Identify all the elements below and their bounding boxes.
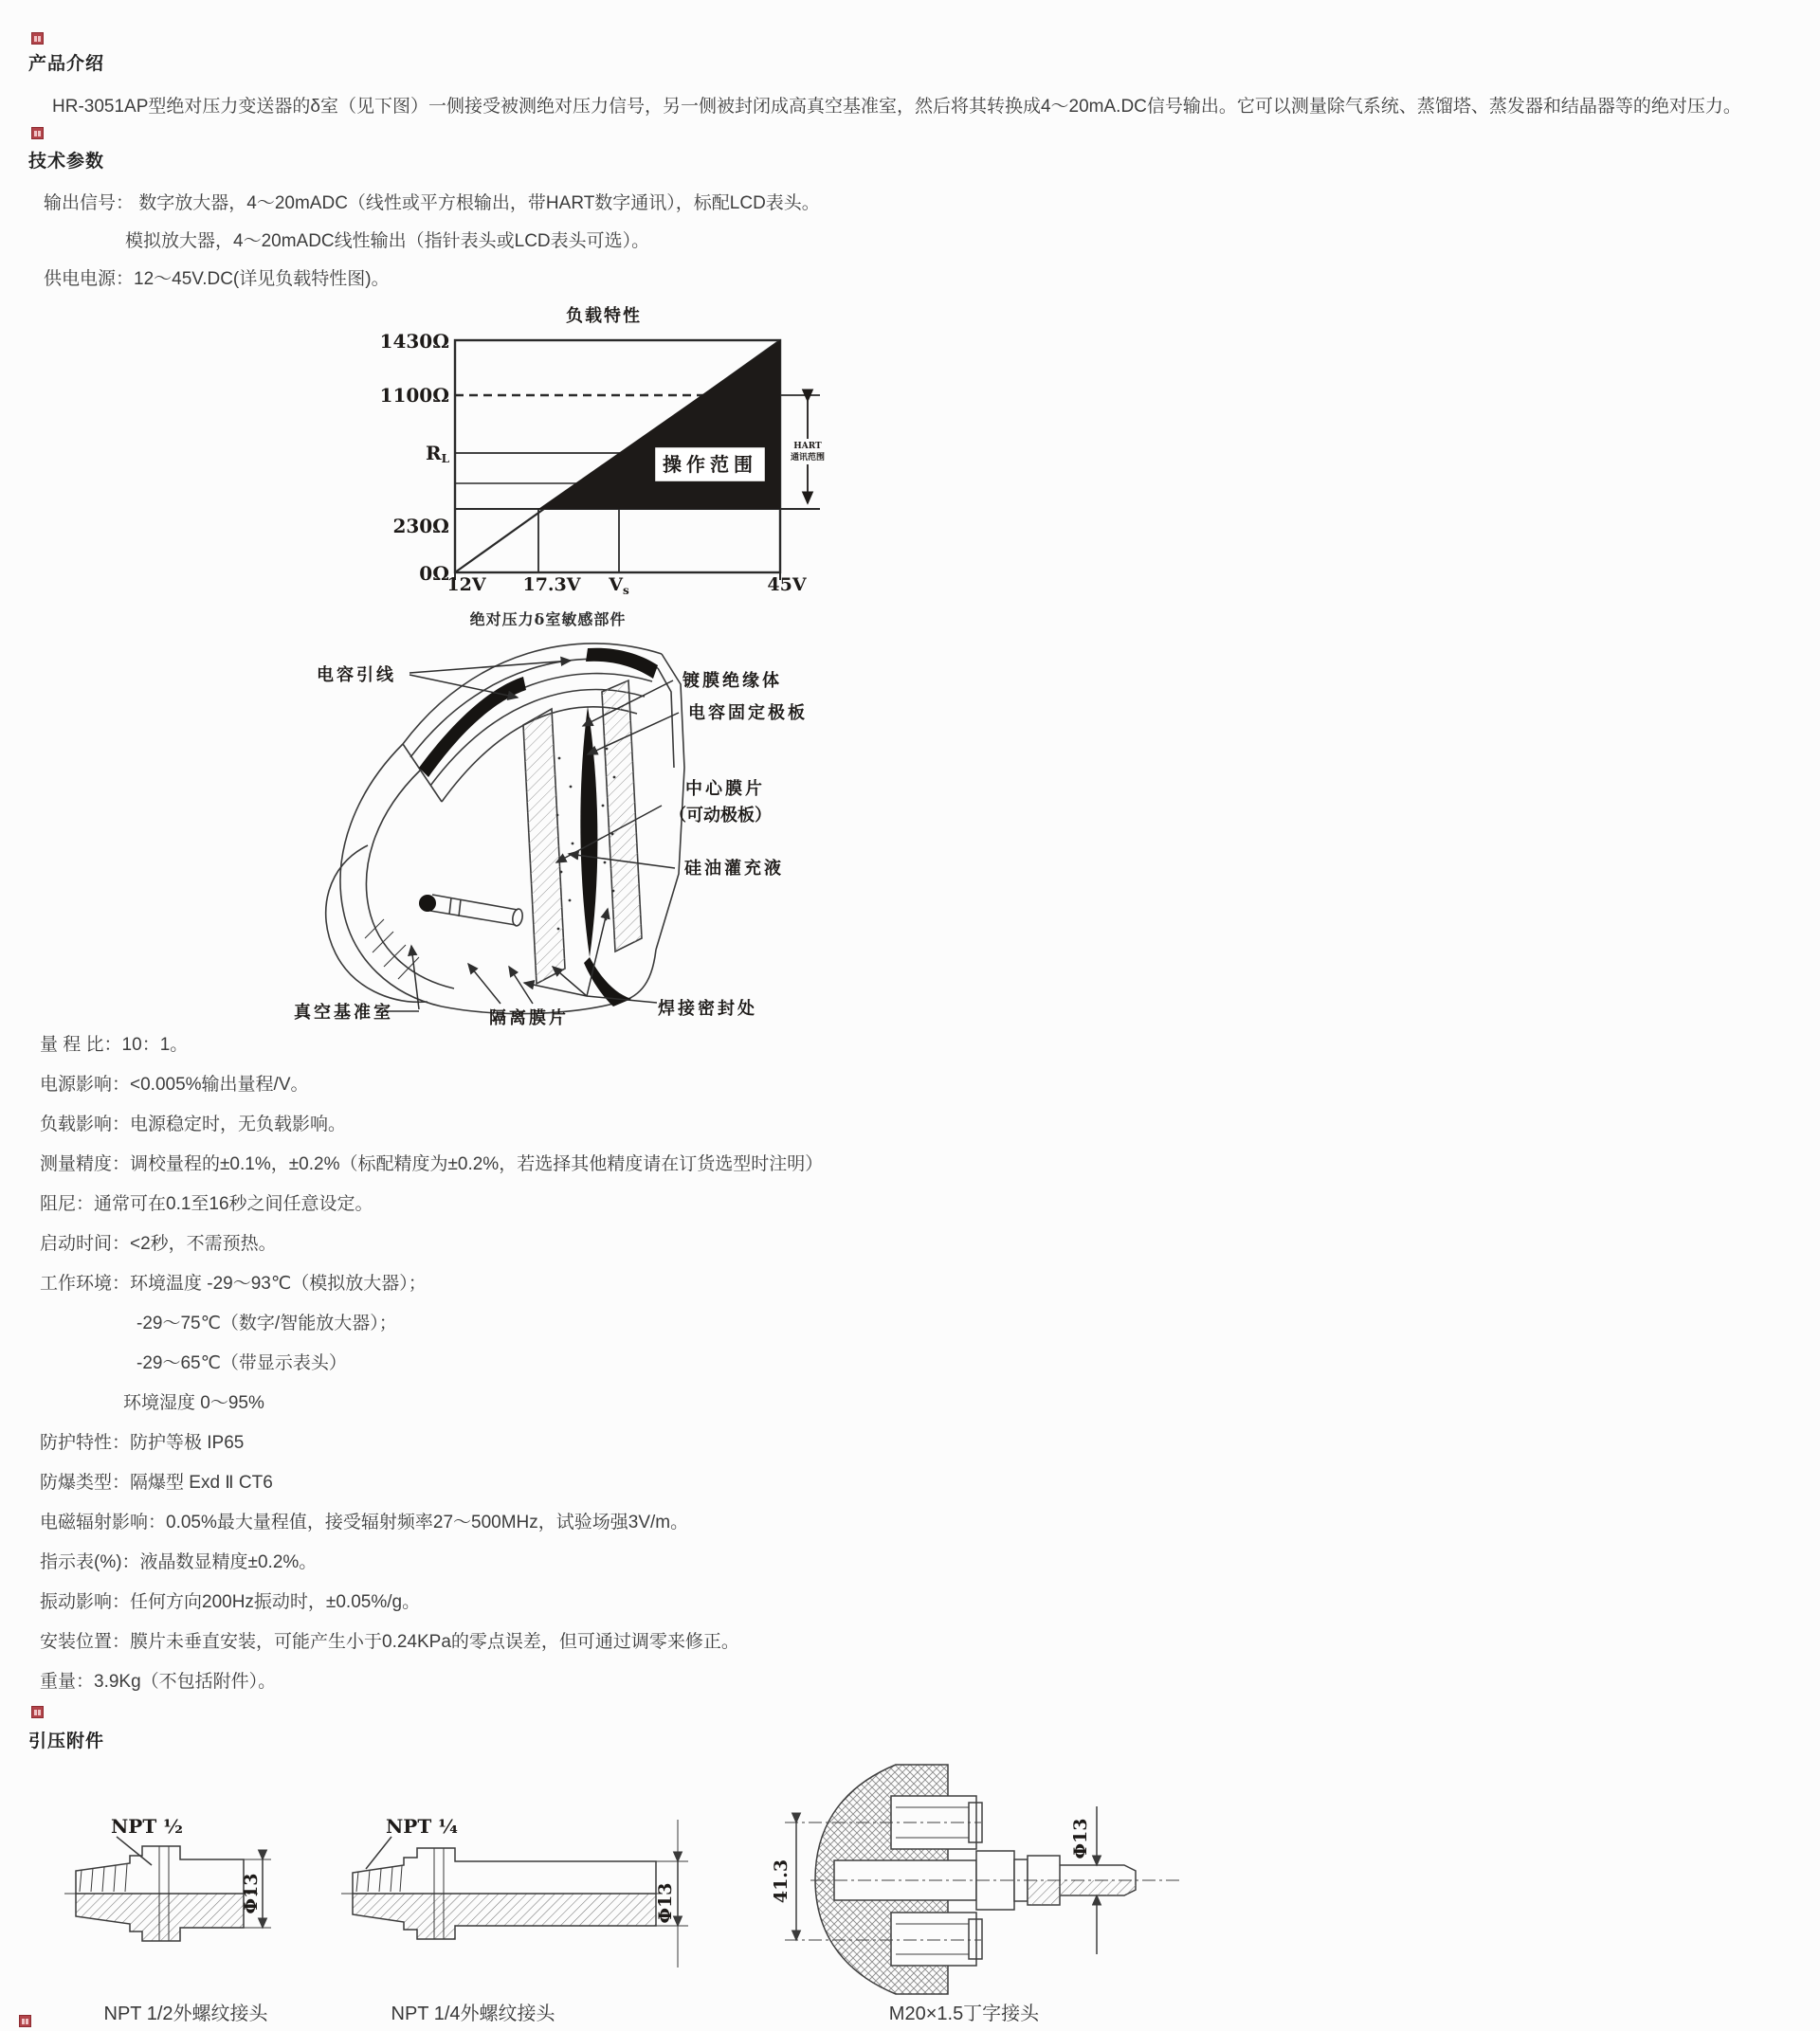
broken-image-icon (31, 1706, 44, 1718)
caption-npt-half: NPT 1/2外螺纹接头 (103, 2004, 268, 2024)
tech-output-signal-line2: 模拟放大器，4～20mADC线性输出（指针表头或LCD表头可选）。 (125, 231, 650, 251)
label-weld-seal: 焊接密封处 (658, 999, 757, 1019)
broken-image-icon (19, 2015, 31, 2027)
y-tick-230: 230Ω (392, 515, 449, 537)
y-axis-rl-label: RL (425, 442, 449, 465)
m20-diameter-dim: Φ13 (1070, 1818, 1091, 1859)
operating-region-label-box (654, 446, 766, 482)
hart-range-label-1: HART (793, 442, 822, 451)
npt-half-drawing (64, 1815, 271, 1941)
spec-line-damping: 阻尼：通常可在0.1至16秒之间任意设定。 (40, 1194, 373, 1214)
spec-line-indicator: 指示表(%)：液晶数显精度±0.2%。 (40, 1552, 318, 1572)
chart-y-ticks (380, 330, 450, 585)
tech-power-supply: 供电电源：12～45V.DC(详见负载特性图)。 (44, 269, 390, 289)
load-characteristic-chart (379, 299, 872, 602)
fitting-drawings (57, 1753, 1194, 1995)
spec-line-mounting: 安装位置：膜片未垂直安装，可能产生小于0.24KPa的零点误差，但可通过调零来修正。 (40, 1632, 739, 1652)
sensor-diagram-title: 绝对压力δ室敏感部件 (469, 610, 627, 628)
spec-line-startup: 启动时间：<2秒，不需预热。 (40, 1234, 277, 1254)
spec-line-humidity: 环境湿度 0～95% (123, 1393, 264, 1413)
spec-line-emi: 电磁辐射影响：0.05%最大量程值，接受辐射频率27～500MHz，试验场强3V/m。 (40, 1513, 689, 1532)
spec-line-temp-digital: -29～75℃（数字/智能放大器）； (136, 1314, 397, 1333)
section-heading-tech: 技术参数 (28, 152, 105, 172)
y-tick-0: 0Ω (419, 562, 449, 585)
label-silicone-oil: 硅油灌充液 (684, 859, 784, 879)
spec-line-protection: 防护特性：防护等极 IP65 (40, 1433, 245, 1453)
npt-quarter-callout: NPT ¼ (386, 1815, 459, 1838)
npt-half-callout: NPT ½ (111, 1815, 184, 1838)
chart-title: 负载特性 (566, 306, 642, 326)
hart-range-indicator (788, 401, 828, 503)
label-vacuum-chamber: 真空基准室 (294, 1003, 393, 1023)
spec-line-range-ratio: 量 程 比：10：1。 (40, 1035, 189, 1055)
x-tick-vs: $V_s$ (609, 574, 629, 597)
caption-m20-tee: M20×1.5丁字接头 (888, 2004, 1040, 2024)
label-center-diaphragm-sub: （可动极板） (669, 806, 772, 825)
x-tick-45v: 45V (767, 574, 807, 595)
spec-line-environment: 工作环境：环境温度 -29～93℃（模拟放大器）； (40, 1274, 427, 1294)
y-tick-1430: 1430Ω (379, 330, 449, 353)
spec-line-explosion-proof: 防爆类型：隔爆型 Exd Ⅱ CT6 (40, 1473, 273, 1493)
section-heading-intro: 产品介绍 (28, 54, 105, 74)
spec-line-power-effect: 电源影响：<0.005%输出量程/V。 (40, 1075, 309, 1095)
chart-x-ticks (446, 574, 807, 597)
spec-line-vibration: 振动影响：任何方向200Hz振动时，±0.05%/g。 (40, 1592, 421, 1612)
operating-region-label: 操作范围 (663, 453, 757, 476)
x-tick-12v: 12V (446, 574, 486, 595)
npt-half-dim: Φ13 (241, 1873, 262, 1914)
tech-output-signal-line1: 输出信号： 数字放大器，4～20mADC（线性或平方根输出，带HART数字通讯），标配LCD表头。 (44, 193, 820, 213)
broken-image-icon (31, 127, 44, 139)
m20-tee-drawing (771, 1765, 1180, 1994)
section-heading-fittings: 引压附件 (28, 1732, 105, 1751)
spec-line-temp-display: -29～65℃（带显示表头） (136, 1353, 347, 1373)
sensor-capsule-diagram (275, 626, 1033, 1033)
label-coated-insulator: 镀膜绝缘体 (682, 671, 782, 691)
m20-height-dim: 41.3 (771, 1859, 792, 1904)
label-lead-wires: 电容引线 (317, 665, 396, 685)
hart-range-label-2: 通讯范围 (790, 453, 826, 462)
spec-line-load-effect: 负载影响：电源稳定时，无负载影响。 (40, 1115, 347, 1134)
intro-paragraph: HR-3051AP型绝对压力变送器的δ室（见下图）一侧接受被测绝对压力信号，另一侧被封闭成高真空基准室，然后将其转换成4～20mA.DC信号输出。它可以测量除气系统、蒸馏塔、蒸发器和结晶器等的绝对压力。 (52, 97, 1741, 117)
broken-image-icon (31, 32, 44, 45)
spec-list (40, 1025, 1462, 1702)
spec-line-accuracy: 测量精度：调校量程的±0.1%，±0.2%（标配精度为±0.2%，若选择其他精度请在订货选型时注明） (40, 1154, 824, 1174)
label-isolation-diaphragm: 隔离膜片 (489, 1008, 569, 1028)
label-center-diaphragm: 中心膜片 (685, 779, 765, 799)
caption-npt-quarter: NPT 1/4外螺纹接头 (391, 2004, 555, 2024)
y-tick-1100: 1100Ω (379, 384, 449, 407)
capsule-line-art (326, 644, 684, 1014)
npt-quarter-drawing (341, 1815, 688, 1968)
npt-quarter-dim: Φ13 (655, 1882, 676, 1924)
spec-line-weight: 重量：3.9Kg（不包括附件）。 (40, 1672, 277, 1692)
x-tick-17v: 17.3V (522, 574, 581, 595)
label-fixed-plate: 电容固定极板 (688, 703, 808, 723)
